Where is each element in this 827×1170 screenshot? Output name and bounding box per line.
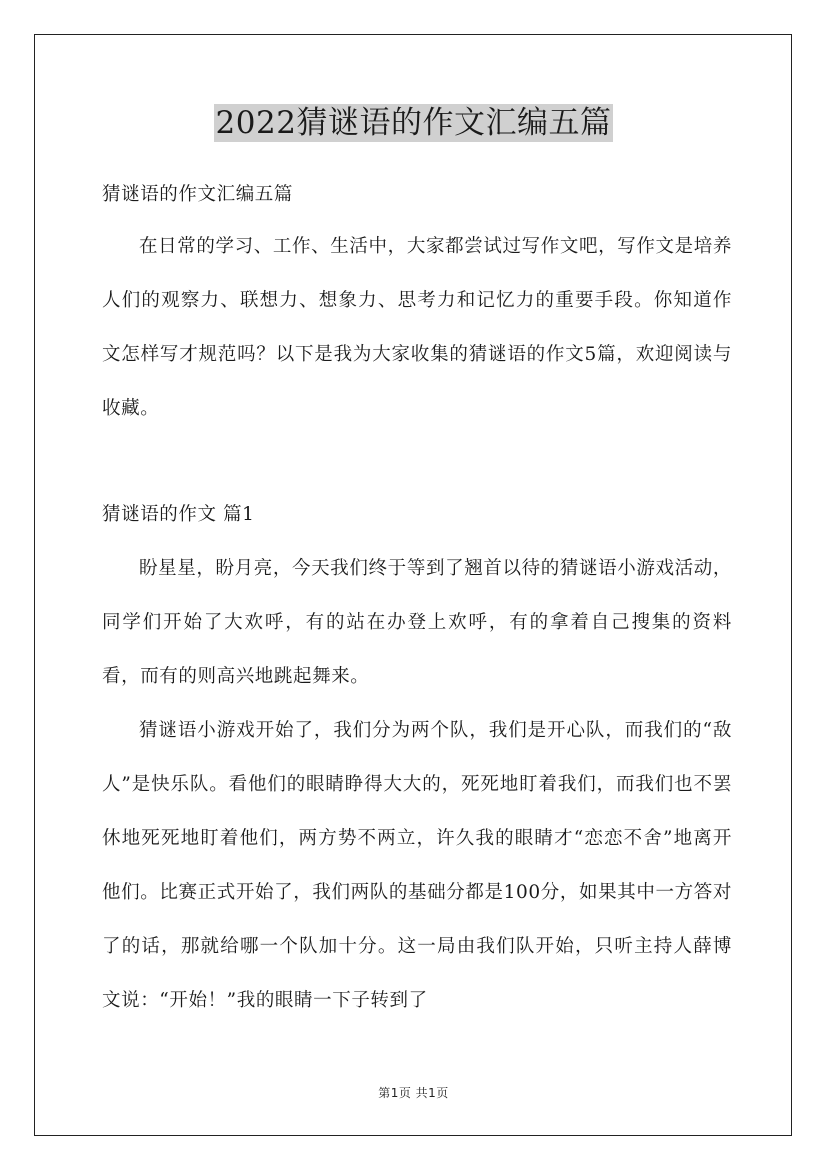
intro-paragraph: 在日常的学习、工作、生活中，大家都尝试过写作文吧，写作文是培养人们的观察力、联想力、想象力、思考力和记忆力的重要手段。你知道作文怎样写才规范吗？以下是我为大家收集的猜谜语的作文5篇，欢迎阅读与收藏。: [102, 236, 732, 419]
document-subtitle: 猜谜语的作文汇编五篇: [102, 184, 294, 205]
body-paragraph-2: 猜谜语小游戏开始了，我们分为两个队，我们是开心队，而我们的“敌人”是快乐队。看他们的眼睛睁得大大的，死死地盯着我们，而我们也不罢休地死死地盯着他们，两方势不两立，许久我的眼睛才“恋恋不舍”地离开他们。比赛正式开始了，我们两队的基础分都是100分，如果其中一方答对了的话，那就给哪一个队加十分。这一局由我们队开始，只听主持人薛博文说：“开始！”我的眼睛一下子转到了: [102, 720, 732, 1011]
title-container: [0, 104, 827, 142]
document-body: [102, 170, 732, 1028]
body-paragraph-1: 盼星星，盼月亮，今天我们终于等到了翘首以待的猜谜语小游戏活动，同学们开始了大欢呼，有的站在办登上欢呼，有的拿着自己搜集的资料看，而有的则高兴地跳起舞来。: [102, 558, 732, 687]
document-title: 2022猜谜语的作文汇编五篇: [215, 105, 612, 141]
section-heading: 猜谜语的作文 篇1: [102, 504, 255, 525]
page-footer: 第1页 共1页: [378, 1086, 449, 1100]
